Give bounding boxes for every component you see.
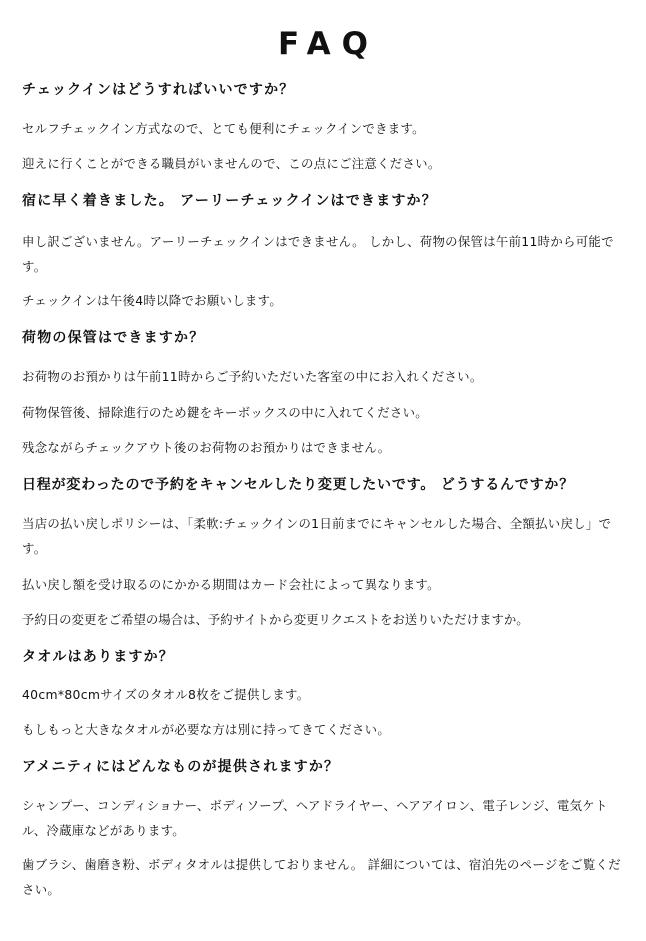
faq-answer: 残念ながらチェックアウト後のお荷物のお預かりはできません。 bbox=[22, 440, 391, 455]
faq-answer: シャンプー、コンディショナー、ボディソープ、ヘアドライヤー、ヘアアイロン、電子レンジ、電気ケトル、冷蔵庫などがあります。 bbox=[22, 798, 608, 838]
faq-answer: 申し訳ございません。アーリーチェックインはできません。 しかし、荷物の保管は午前11時から可能です。 bbox=[22, 234, 614, 274]
faq-answer: 当店の払い戻しポリシーは、「柔軟:チェックインの1日前までにキャンセルした場合、全額払い戻し」です。 bbox=[22, 516, 612, 556]
faq-answer: チェックインは午後4時以降でお願いします。 bbox=[22, 293, 283, 308]
faq-question-amenities: アメニティにはどんなものが提供されますか？ bbox=[22, 759, 340, 775]
faq-question-luggage: 荷物の保管はできますか？ bbox=[22, 330, 205, 346]
faq-question-early-checkin: 宿に早く着きました。 アーリーチェックインはできますか？ bbox=[22, 193, 437, 209]
faq-answer: 荷物保管後、掃除進行のため鍵をキーボックスの中に入れてください。 bbox=[22, 405, 428, 420]
faq-question-cancel-change: 日程が変わったので予約をキャンセルしたり変更したいです。 どうするんですか？ bbox=[22, 477, 575, 493]
faq-question-towels: タオルはありますか？ bbox=[22, 649, 174, 665]
faq-answer: お荷物のお預かりは午前11時からご予約いただいた客室の中にお入れください。 bbox=[22, 369, 483, 384]
faq-answer: 歯ブラシ、歯磨き粉、ボディタオルは提供しておりません。 詳細については、宿泊先のページをご覧ください。 bbox=[22, 857, 621, 897]
faq-answer: 40cm*80cmサイズのタオル8枚をご提供します。 bbox=[22, 687, 310, 702]
faq-answer: 予約日の変更をご希望の場合は、予約サイトから変更リクエストをお送りいただけますか。 bbox=[22, 612, 529, 627]
faq-answer: 迎えに行くことができる職員がいませんので、この点にご注意ください。 bbox=[22, 156, 441, 171]
faq-answer: 払い戻し額を受け取るのにかかる期間はカード会社によって異なります。 bbox=[22, 577, 440, 592]
faq-question-checkin: チェックインはどうすればいいですか？ bbox=[22, 82, 295, 98]
faq-answer: もしもっと大きなタオルが必要な方は別に持ってきてください。 bbox=[22, 722, 391, 737]
faq-answer: セルフチェックイン方式なので、とても便利にチェックインできます。 bbox=[22, 121, 425, 136]
page-title: FAQ bbox=[278, 26, 379, 62]
